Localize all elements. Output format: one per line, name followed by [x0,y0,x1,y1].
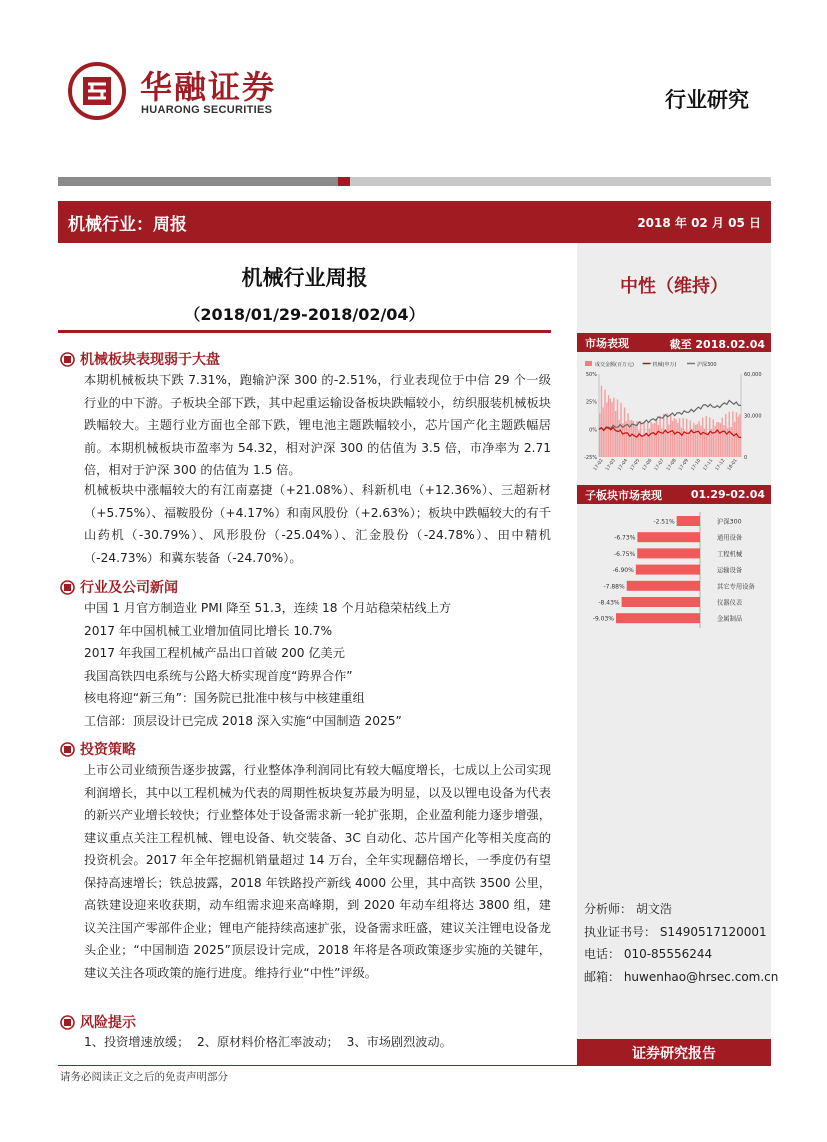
volume-bar [695,425,696,457]
y-tick-left: 0% [589,427,597,434]
subsector-bar [677,516,700,526]
bar-value-label: -9.03% [592,615,615,623]
category-label: 沪深300 [717,518,742,526]
report-footer-label: 证券研究报告 [577,1039,771,1065]
footer-rule [58,1065,771,1066]
volume-bar [723,425,724,457]
volume-bar [686,419,687,457]
bar-value-label: -8.43% [598,599,620,607]
volume-bar [649,429,650,457]
subsector-bar [637,532,700,542]
x-tick-label: 17-12 [714,458,727,472]
volume-bar [668,424,669,457]
legend-label: 机械(申万) [652,362,677,368]
news-item: 我国高铁四电系统与公路大桥实现首度“跨界合作” [84,668,353,683]
volume-bar [659,416,660,457]
y-tick-left: 50% [585,372,597,378]
rating-label: 中性（维持） [620,276,728,297]
section-risk-heading [60,1012,136,1032]
section-strategy-title: 投资策略 [80,742,136,758]
brand-name-cn: 华融证券 [140,68,277,106]
volume-bar [684,432,685,457]
volume-bar [714,426,715,457]
news-item: 工信部：顶层设计已完成 2018 深入实施“中国制造 2025” [84,713,402,728]
decor-bar-left [58,177,338,186]
analyst-phone: 电话： 010-85556244 [584,947,713,961]
section-market-heading [60,349,220,369]
section-bullet-icon [60,352,75,367]
volume-bar [652,424,653,457]
title-rule [58,330,551,333]
subsector-bar [616,613,700,623]
volume-bar [672,421,673,457]
x-tick-label: 17-05 [629,458,642,472]
news-item: 中国 1 月官方制造业 PMI 降至 51.3，连续 18 个月站稳荣枯线上方 [84,601,452,615]
bar-value-label: -6.75% [613,550,636,558]
legend-label: 沪深300 [697,362,717,368]
volume-bar [698,421,699,457]
volume-bar [729,412,730,457]
y-tick-left: -25% [584,455,597,461]
volume-bar [606,402,607,457]
analyst-email[interactable]: 邮箱： huwenhao@hrsec.com.cn [584,969,779,984]
category-label: 工程机械 [717,550,743,558]
volume-bar [718,422,719,457]
volume-bar [608,395,609,457]
x-tick-label: 17-02 [593,458,605,472]
market-chart [577,357,771,475]
volume-bar [650,422,651,457]
category-label: 仪器仪表 [717,599,743,607]
section-bullet-icon [60,742,75,757]
volume-bar [681,428,682,457]
volume-bar [716,422,717,457]
bar-value-label: -6.73% [614,534,636,542]
volume-bar [604,390,605,457]
volume-bar [665,430,666,457]
volume-bar [633,421,634,457]
volume-bar [675,419,676,457]
title-band [58,201,771,243]
category-label: 金属制品 [717,615,743,623]
volume-bar [706,416,707,457]
volume-bar [640,421,641,457]
category-label: 通用设备 [717,534,743,542]
main-period: （2018/01/29-2018/02/04） [184,305,425,324]
analyst-info [584,898,778,988]
volume-bar [626,421,627,457]
volume-bar [615,411,616,457]
volume-bar [654,423,655,457]
subsector-performance-bar [577,485,771,504]
market-performance-date: 截至 2018.02.04 [669,338,765,351]
volume-bar [707,432,708,457]
volume-bar [697,424,698,457]
legend-swatch [585,361,592,366]
volume-bar [739,414,740,457]
x-tick-label: 17-09 [678,458,690,472]
legend-label: 成交金额(百万元) [595,362,634,368]
x-tick-label: 18-01 [727,458,739,472]
volume-bar [599,413,600,457]
strategy-paragraph: 上市公司业绩预告逐步披露，行业整体净利润同比有较大幅度增长，七成以上公司实现利润增长，其中以工程机械为代表的周期性板块复苏最为明显，以及以锂电设备为代表的新兴产业增长较快；行业整体处于设备需求新一轮扩张期，企业盈利能力逐步增强，建议重点关注工程机械、锂电设备、轨交装备、3C 自动化、芯片国产化等相关度高的投资机会。2017 年全年挖掘机销量超过 14 万台，全年实现翻倍增长，一季度仍有望保持高速增长；铁总披露，2018 年铁路投产新线 4000 公里，其中高铁 3500 公里，高铁建设迎来收获期，动车组需求迎来高峰期，到 2020 年动车组将达 3800 组，建议关注国产零部件企业；锂电产能持续高速扩张，设备需求旺盛，建议关注锂电设备龙头企业；“中国制造 2025”顶层设计完成，2018 年将是各项政策逐步实施的关键年，建议关注各项政策的施行进度。维持行业“中性”评级。 [84,763,551,980]
market-paragraph-2: 机械板块中涨幅较大的有江南嘉捷（+21.08%）、科新机电（+12.36%）、三超新材（+5.75%）、福鞍股份（+4.17%）和南风股份（+2.63%）；板块中跌幅较大的有千山药机（-30.79%）、风形股份（-25.04%）、汇金股份（-24.78%）、田中精机（-24.73%）和冀东装备（-24.70%）。 [84,483,551,565]
section-news-heading [60,577,178,597]
section-strategy-heading [60,739,136,759]
volume-bar [658,425,659,457]
news-item: 2017 年我国工程机械产品出口首破 200 亿美元 [84,646,345,660]
volume-bar [721,418,722,457]
volume-bar [603,407,604,457]
volume-bar [709,417,710,457]
news-item: 核电将迎“新三角”：国务院已批准中核与中核建重组 [84,691,365,705]
volume-bar [688,432,689,457]
volume-bar [730,427,731,457]
subsector-chart [577,510,771,628]
volume-bar [713,419,714,457]
volume-bar [617,399,618,457]
y-tick-left: 25% [585,399,597,406]
volume-bar [674,418,675,457]
volume-bar [720,423,721,457]
x-tick-label: 17-07 [653,458,666,472]
subsector-bar [636,565,700,575]
volume-bar [677,423,678,457]
news-list [84,597,554,732]
news-item: 2017 年中国机械工业增加值同比增长 10.7% [84,623,333,638]
subsector-bar [637,548,700,558]
volume-bar [636,421,637,457]
bar-value-label: -7.88% [603,583,625,591]
x-tick-label: 17-06 [641,458,654,472]
brand-name-en: HUARONG SECURITIES [141,104,273,116]
volume-bar [656,419,657,457]
x-tick-label: 17-10 [690,458,703,472]
x-tick-label: 17-11 [702,458,715,472]
x-tick-label: 17-03 [605,458,617,472]
volume-bar [645,433,646,457]
y-tick-right: 60,000 [744,372,762,378]
section-news-title: 行业及公司新闻 [80,580,178,596]
category-label: 运输设备 [717,567,743,575]
volume-bar [700,426,701,457]
decor-bar-right [350,177,771,186]
band-date: 2018 年 02 月 05 日 [637,216,761,230]
risk-text: 1、投资增速放缓； 2、原材料价格汇率波动； 3、市场剧烈波动。 [84,1035,452,1049]
market-performance-label: 市场表现 [585,337,629,350]
section-market-title: 机械板块表现弱于大盘 [80,352,220,368]
bar-value-label: -6.90% [612,567,634,575]
volume-bar [642,435,643,457]
volume-bar [635,426,636,457]
volume-bar [666,413,667,457]
volume-bar [690,421,691,457]
volume-bar [702,418,703,457]
analyst-cert: 执业证书号： S1490517120001 [584,924,767,939]
volume-bar [734,422,735,457]
subsector-bar [622,597,700,607]
x-tick-label: 17-08 [666,458,678,472]
market-paragraph-1: 本期机械板块下跌 7.31%，跑输沪深 300 的-2.51%，行业表现位于中信 29 个一级行业的中下游。子板块全部下跌，其中起重运输设备板块跌幅较小，纺织服装机械板块跌幅较大。主题行业方面也全部下跌，锂电池主题跌幅较小，芯片国产化主题跌幅居前。本期机械板块市盈率为 54.32，相对沪深 300 的估值为 3.5 倍，市净率为 2.71 倍，相对于沪深 300 的估值为 1.5 倍。 [84,373,551,477]
volume-bar [647,423,648,457]
analyst-name: 分析师： 胡文浩 [584,902,672,916]
volume-bar [622,423,623,457]
volume-bar [693,423,694,457]
subsector-bar [627,581,700,591]
x-tick-label: 17-04 [617,458,630,472]
subsector-performance-date: 01.29-02.04 [690,488,765,501]
volume-bar [725,414,726,457]
volume-bar [624,407,625,457]
main-title: 机械行业周报 [241,265,368,290]
section-risk-title: 风险提示 [80,1015,136,1031]
disclaimer: 请务必阅读正文之后的免责声明部分 [60,1071,228,1083]
volume-bar [670,414,671,457]
category-label: 其它专用设备 [717,583,755,591]
volume-bar [663,414,664,457]
y-tick-right: 30,000 [744,413,762,420]
volume-bar [691,429,692,457]
band-title: 机械行业：周报 [68,215,187,235]
report-type: 行业研究 [665,87,749,112]
volume-bar [682,418,683,457]
subsector-performance-label: 子板块市场表现 [585,489,662,502]
y-tick-right: 0 [744,455,748,461]
volume-bar [679,418,680,457]
volume-bar [601,386,602,457]
volume-bar [643,422,644,457]
huarong-logo [68,62,126,120]
section-bullet-icon [60,580,75,595]
decor-bar-accent [338,177,350,186]
section-bullet-icon [60,1015,75,1030]
bar-value-label: -2.51% [653,518,675,526]
market-performance-bar [577,333,771,352]
